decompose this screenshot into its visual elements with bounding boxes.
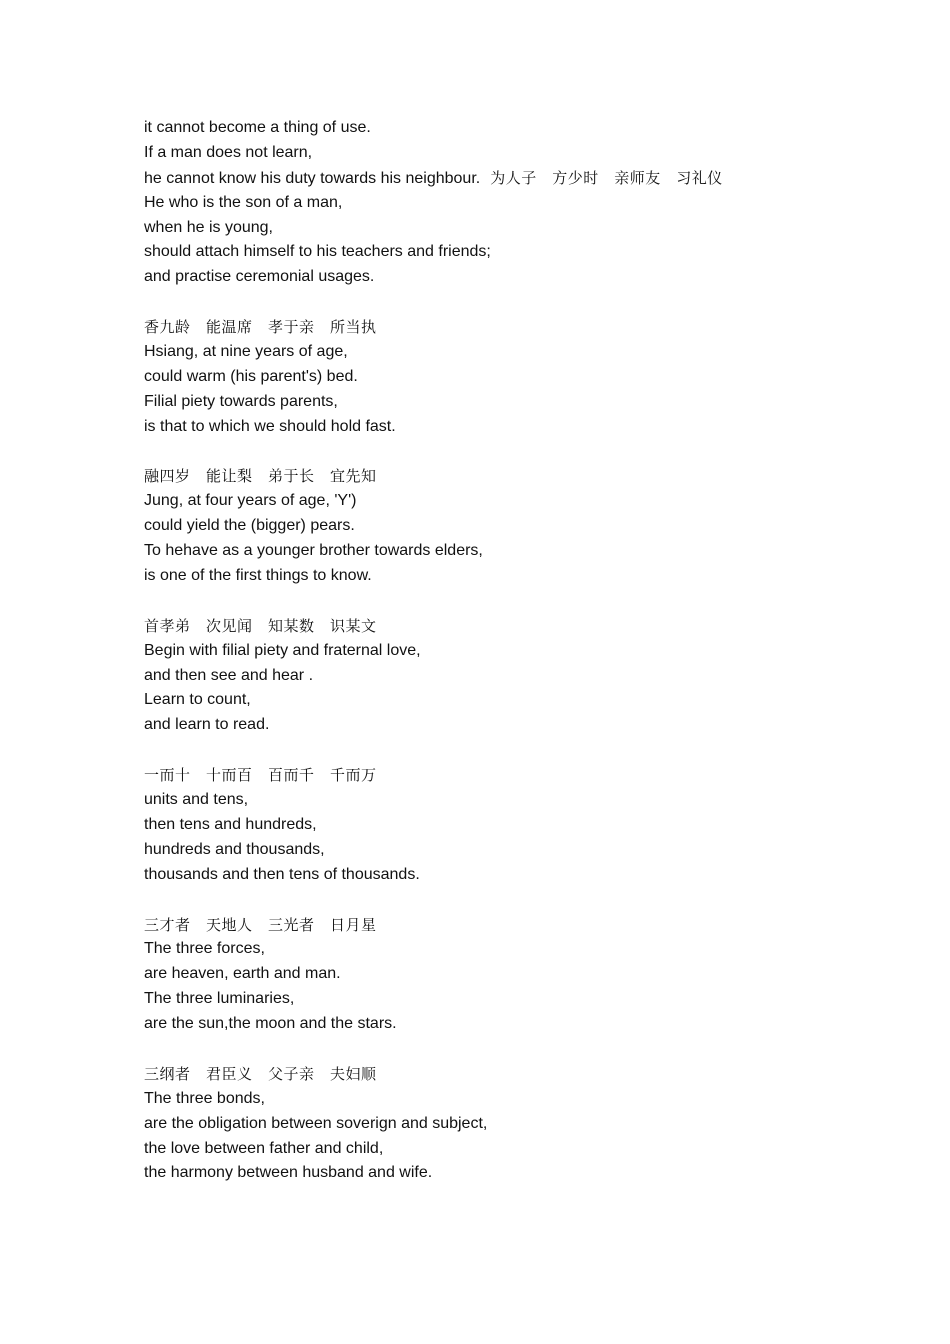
text-line: should attach himself to his teachers and friends;: [144, 243, 491, 261]
translation-line: The three bonds,: [144, 1089, 265, 1107]
translation-line: The three forces,: [144, 940, 265, 958]
translation-line: is one of the first things to know.: [144, 567, 372, 585]
chinese-verse-line: 为人子 方少时 亲师友 习礼仪: [490, 168, 723, 187]
text-line: He who is the son of a man,: [144, 193, 343, 211]
translation-line: thousands and then tens of thousands.: [144, 865, 420, 883]
translation-line: The three luminaries,: [144, 990, 295, 1008]
text-line: [144, 166, 904, 191]
translation-line: Hsiang, at nine years of age,: [144, 343, 348, 361]
stanza: [144, 913, 904, 1037]
chinese-verse-line: 三才者 天地人 三光者 日月星: [144, 915, 377, 934]
document-page: [144, 116, 904, 1186]
chinese-verse-line: 融四岁 能让梨 弟于长 宜先知: [144, 467, 377, 486]
translation-line: To hehave as a younger brother towards elders,: [144, 542, 483, 560]
chinese-verse-line: 首孝弟 次见闻 知某数 识某文: [144, 616, 377, 635]
translation-line: is that to which we should hold fast.: [144, 417, 396, 435]
stanza: [144, 1062, 904, 1186]
chinese-verse-line: 三纲者 君臣义 父子亲 夫妇顺: [144, 1064, 377, 1083]
stanza: [144, 763, 904, 887]
translation-line: hundreds and thousands,: [144, 840, 325, 858]
translation-line: Filial piety towards parents,: [144, 392, 338, 410]
translation-line: then tens and hundreds,: [144, 815, 317, 833]
text-line-content: he cannot know his duty towards his neighbour.: [144, 169, 481, 187]
translation-line: and learn to read.: [144, 716, 270, 734]
translation-line: and then see and hear .: [144, 666, 314, 684]
translation-line: the love between father and child,: [144, 1139, 384, 1157]
chinese-verse-line: 一而十 十而百 百而千 千而万: [144, 766, 377, 785]
translation-line: could yield the (bigger) pears.: [144, 517, 355, 535]
translation-line: units and tens,: [144, 791, 249, 809]
intro-block: [144, 116, 904, 290]
translation-line: are the obligation between soverign and subject,: [144, 1114, 488, 1132]
translation-line: the harmony between husband and wife.: [144, 1164, 433, 1182]
translation-line: are heaven, earth and man.: [144, 965, 341, 983]
chinese-verse-line: 香九龄 能温席 孝于亲 所当执: [144, 318, 377, 337]
translation-line: Learn to count,: [144, 691, 251, 709]
stanza: [144, 614, 904, 738]
translation-line: Jung, at four years of age, 'Y'): [144, 492, 357, 510]
stanza: [144, 464, 904, 588]
translation-line: Begin with filial piety and fraternal love,: [144, 641, 421, 659]
translation-line: could warm (his parent's) bed.: [144, 367, 358, 385]
text-line: it cannot become a thing of use.: [144, 119, 371, 136]
text-line: and practise ceremonial usages.: [144, 268, 375, 286]
text-line: when he is young,: [144, 218, 273, 236]
text-line: If a man does not learn,: [144, 143, 313, 161]
stanza: [144, 315, 904, 439]
translation-line: are the sun,the moon and the stars.: [144, 1015, 397, 1033]
